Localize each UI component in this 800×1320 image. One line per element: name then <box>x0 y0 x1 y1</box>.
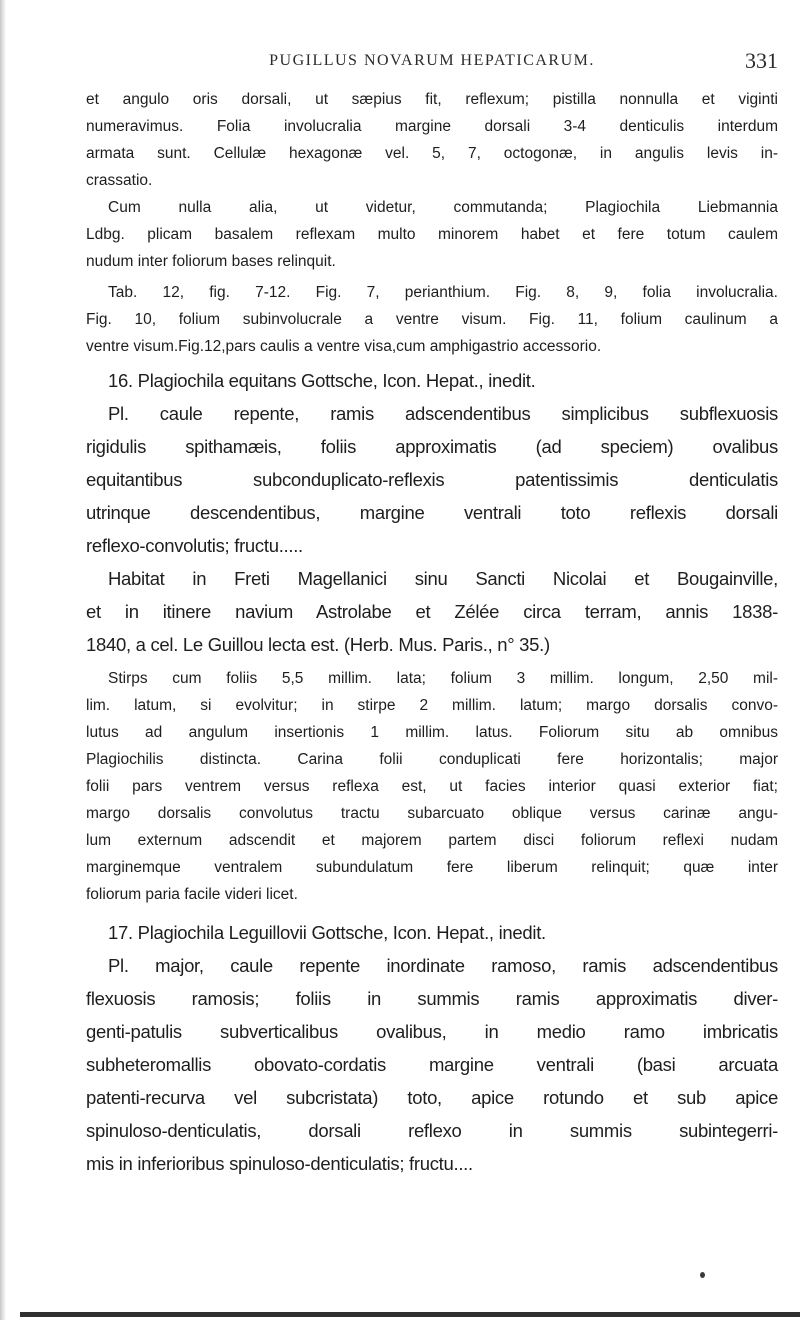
body-text <box>86 86 778 1180</box>
text-line: Ldbg. plicam basalem reflexam multo minorem habet et fere totum caulem <box>86 226 778 243</box>
text-line: Pl. caule repente, ramis adscendentibus simplicibus subflexuosis <box>108 403 778 424</box>
text-line: Pl. major, caule repente inordinate ramoso, ramis adscendentibus <box>108 955 778 976</box>
paragraph-involucral-leaves <box>86 86 778 194</box>
text-line: genti-patulis subverticalibus ovalibus, in medio ramo imbricatis <box>86 1021 778 1042</box>
text-line: foliorum paria facile videri licet. <box>86 886 298 903</box>
text-line: Cum nulla alia, ut videtur, commutanda; Plagiochila Liebmannia <box>108 199 778 216</box>
text-line: et angulo oris dorsali, ut sæpius fit, reflexum; pistilla nonnulla et viginti <box>86 91 778 108</box>
text-line: armata sunt. Cellulæ hexagonæ vel. 5, 7, octogonæ, in angulis levis in- <box>86 145 778 162</box>
diagnosis-16 <box>86 397 778 562</box>
page-header <box>86 48 778 76</box>
text-line: crassatio. <box>86 172 153 189</box>
text-line: lutus ad angulum insertionis 1 millim. latus. Foliorum situ ab omnibus <box>86 724 778 741</box>
text-line: ventre visum.Fig.12,pars caulis a ventre visa,cum amphigastrio accessorio. <box>86 338 602 355</box>
bottom-edge-shadow <box>20 1312 800 1317</box>
text-line: subheteromallis obovato-cordatis margine ventrali (basi arcuata <box>86 1054 778 1075</box>
text-line: patenti-recurva vel subcristata) toto, apice rotundo et sub apice <box>86 1087 778 1108</box>
paragraph-plate-legend <box>86 279 778 360</box>
text-line: margo dorsalis convolutus tractu subarcuato oblique versus carinæ angu- <box>86 805 778 822</box>
text-line: Fig. 10, folium subinvolucrale a ventre visum. Fig. 11, folium caulinum a <box>86 311 778 328</box>
text-line: lum externum adscendit et majorem partem disci foliorum reflexi nudam <box>86 832 778 849</box>
text-line: nudum inter foliorum bases relinquit. <box>86 253 336 270</box>
text-line: Stirps cum foliis 5,5 millim. lata; folium 3 millim. longum, 2,50 mil- <box>108 670 778 687</box>
habitat-16 <box>86 562 778 661</box>
text-line: equitantibus subconduplicato-reflexis patentissimis denticulatis <box>86 469 778 490</box>
text-line: reflexo-convolutis; fructu..... <box>86 535 303 556</box>
text-line: utrinque descendentibus, margine ventrali toto reflexis dorsali <box>86 502 778 523</box>
species-heading-17 <box>86 916 778 949</box>
text-line: rigidulis spithamæis, foliis approximatis (ad speciem) ovalibus <box>86 436 778 457</box>
text-line: et in itinere navium Astrolabe et Zélée circa terram, annis 1838- <box>86 601 778 622</box>
text-line: folii pars ventrem versus reflexa est, ut facies interior quasi exterior fiat; <box>86 778 778 795</box>
paragraph-comparison <box>86 194 778 275</box>
running-head: PUGILLUS NOVARUM HEPATICARUM. <box>269 52 595 69</box>
text-line: spinuloso-denticulatis, dorsali reflexo in summis subintegerri- <box>86 1120 778 1141</box>
diagnosis-17 <box>86 949 778 1180</box>
text-line: marginemque ventralem subundulatum fere liberum relinquit; quæ inter <box>86 859 778 876</box>
text-line: Tab. 12, fig. 7-12. Fig. 7, perianthium. Fig. 8, 9, folia involucralia. <box>108 284 778 301</box>
text-line: 16. Plagiochila equitans Gottsche, Icon. Hepat., inedit. <box>108 370 536 391</box>
text-line: numeravimus. Folia involucralia margine dorsali 3-4 denticulis interdum <box>86 118 778 135</box>
species-heading-16 <box>86 364 778 397</box>
page-number: 331 <box>745 48 778 73</box>
binding-edge <box>0 0 6 1320</box>
text-line: flexuosis ramosis; foliis in summis ramis approximatis diver- <box>86 988 778 1009</box>
text-line: mis in inferioribus spinuloso-denticulatis; fructu.... <box>86 1153 473 1174</box>
description-16 <box>86 665 778 908</box>
text-line: 17. Plagiochila Leguillovii Gottsche, Icon. Hepat., inedit. <box>108 922 546 943</box>
text-line: Habitat in Freti Magellanici sinu Sancti Nicolai et Bougainville, <box>108 568 778 589</box>
text-line: Plagiochilis distincta. Carina folii conduplicati fere horizontalis; major <box>86 751 778 768</box>
ink-speck <box>700 1272 705 1278</box>
text-line: lim. latum, si evolvitur; in stirpe 2 millim. latum; margo dorsalis convo- <box>86 697 778 714</box>
text-line: 1840, a cel. Le Guillou lecta est. (Herb. Mus. Paris., n° 35.) <box>86 634 550 655</box>
